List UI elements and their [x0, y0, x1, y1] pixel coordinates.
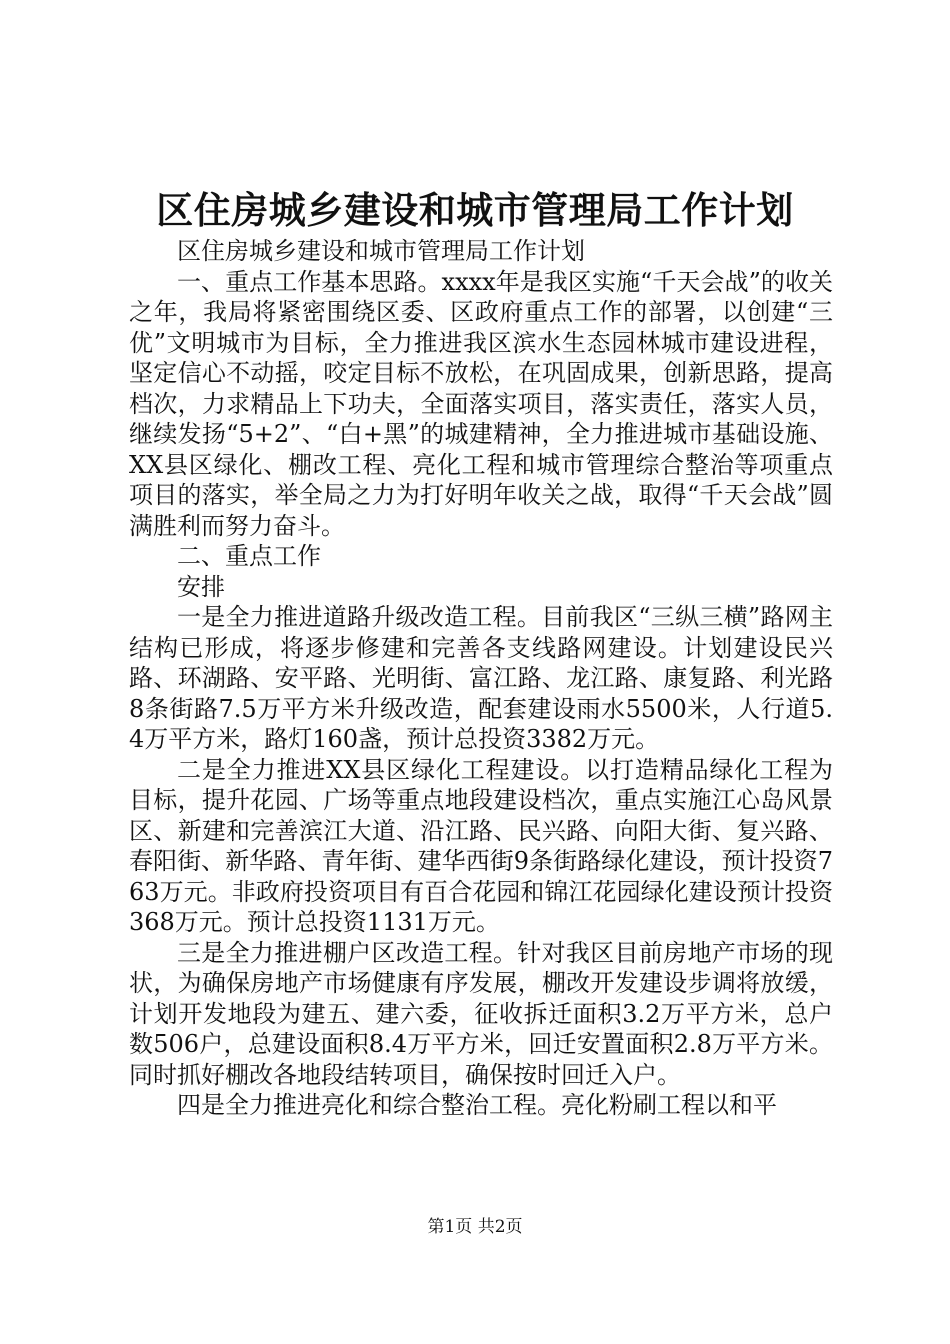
paragraph-greening: 二是全力推进XX县区绿化工程建设。以打造精品绿化工程为目标，提升花园、广场等重点地段建设档次，重点实施江心岛风景区、新建和完善滨江大道、沿江路、民兴路、向阳大街、复兴路、春阳街、新华路、青年街、建华西街9条街路绿化建设，预计投资763万元。非政府投资项目有百合花园和锦江花园绿化建设预计投资368万元。预计总投资1131万元。 [129, 755, 833, 936]
paragraph-shantytown: 三是全力推进棚户区改造工程。针对我区目前房地产市场的现状，为确保房地产市场健康有序发展，棚改开发建设步调将放缓，计划开发地段为建五、建六委，征收拆迁面积3.2万平方米，总户数506户，总建设面积8.4万平方米，回迁安置面积2.8万平方米。同时抓好棚改各地段结转项目，确保按时回迁入户。 [129, 938, 833, 1089]
paragraph-lighting: 四是全力推进亮化和综合整治工程。亮化粉刷工程以和平 [177, 1091, 777, 1119]
paragraph-arrangement: 安排 [177, 572, 225, 601]
document-body [129, 236, 833, 1121]
paragraph-basic-approach: 一、重点工作基本思路。xxxx年是我区实施“千天会战”的收关之年，我局将紧密围绕区委、区政府重点工作的部署，以创建“三优”文明城市为目标，全力推进我区滨水生态园林城市建设进程，坚定信心不动摇，咬定目标不放松，在巩固成果，创新思路，提高档次，力求精品上下功夫，全面落实项目，落实责任，落实人员，继续发扬“5+2”、“白+黑”的城建精神，全力推进城市基础设施、XX县区绿化、棚改工程、亮化工程和城市管理综合整治等项重点项目的落实，举全局之力为打好明年收关之战，取得“千天会战”圆满胜利而努力奋斗。 [129, 267, 833, 540]
paragraph-subtitle: 区住房城乡建设和城市管理局工作计划 [177, 237, 585, 265]
document-title: 区住房城乡建设和城市管理局工作计划 [156, 188, 794, 232]
paragraph-key-work-heading: 二、重点工作 [177, 542, 321, 570]
page-number-footer: 第1页 共2页 [427, 1217, 523, 1237]
paragraph-road-upgrade: 一是全力推进道路升级改造工程。目前我区“三纵三横”路网主结构已形成，将逐步修建和完善各支线路网建设。计划建设民兴路、环湖路、安平路、光明街、富江路、龙江路、康复路、利光路8条街路7.5万平方米升级改造，配套建设雨水5500米，人行道5.4万平方米，路灯160盏，预计总投资3382万元。 [129, 603, 833, 753]
